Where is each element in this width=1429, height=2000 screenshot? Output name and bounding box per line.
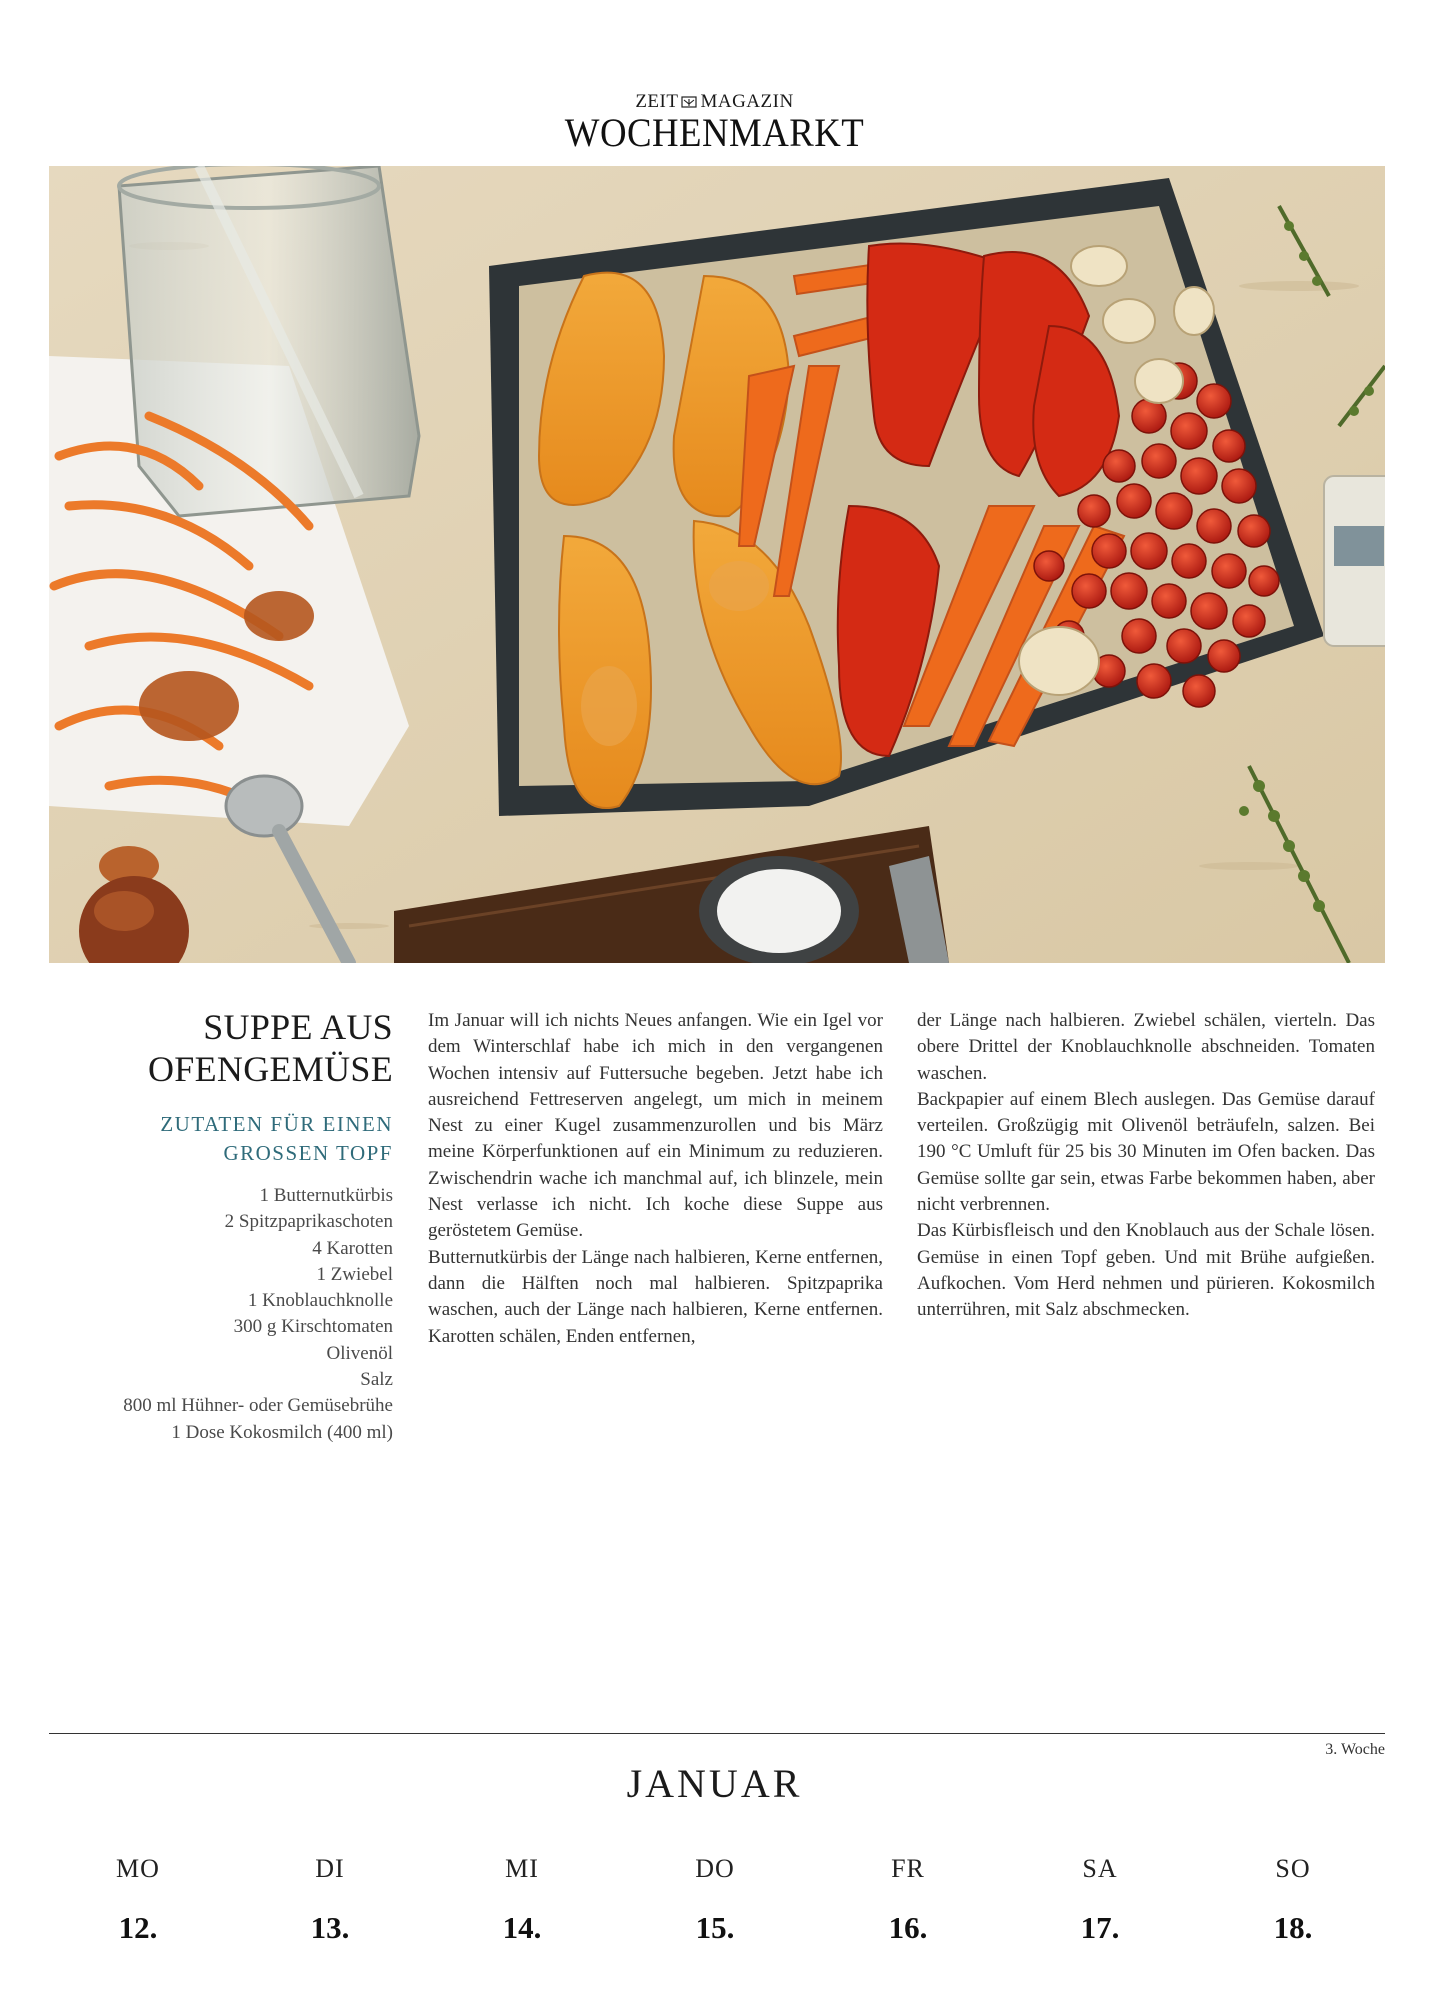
- ingredient-item: 1 Zwiebel: [316, 1263, 393, 1285]
- body-paragraph: Das Kürbisfleisch und den Knoblauch aus der Schale lösen. Gemüse in einen Topf geben. Und mit Brühe aufgießen. Aufkochen. Vom Herd nehmen und pürieren. Kokosmilch unterrühren, mit Salz abschmecken.: [917, 1220, 1375, 1321]
- ingredient-item: 1 Butternutkürbis: [259, 1185, 393, 1206]
- ingredient-item: Salz: [360, 1369, 393, 1391]
- day-date-so: 18.: [1273, 1910, 1313, 1945]
- eagle-crest-icon: [681, 93, 697, 105]
- brand-top-right: MAGAZIN: [700, 91, 794, 112]
- brand-main: WOCHENMARKT: [564, 110, 865, 155]
- recipe-subtitle: [13, 1110, 393, 1168]
- week-label: 3. Woche: [1325, 1741, 1385, 1758]
- recipe-title-line1: SUPPE AUS: [203, 1007, 393, 1047]
- day-name-di: DI: [315, 1854, 345, 1883]
- day-date-do: 15.: [695, 1910, 735, 1945]
- day-date-mo: 12.: [118, 1910, 158, 1945]
- body-column-1: [428, 1008, 883, 1350]
- brand-top-line: [0, 92, 1429, 112]
- ingredient-item: 800 ml Hühner- oder Gemüsebrühe: [123, 1395, 393, 1417]
- body-paragraph: Backpapier auf einem Blech auslegen. Das Gemüse darauf verteilen. Großzügig mit Olivenöl beträufeln, salzen. Bei 190 °C Umluft für 25 bis 30 Minuten im Ofen backen. Das Gemüse sollte gar sein, etwas Farbe bekommen haben, aber nicht verbrennen.: [917, 1088, 1375, 1216]
- ingredient-item: 300 g Kirschtomaten: [233, 1316, 393, 1338]
- day-date-di: 13.: [310, 1910, 350, 1945]
- day-name-so: SO: [1275, 1854, 1311, 1883]
- ingredient-item: 1 Dose Kokosmilch (400 ml): [171, 1421, 393, 1443]
- day-name-fr: FR: [891, 1854, 925, 1883]
- day-date-fr: 16.: [888, 1910, 928, 1945]
- day-name-mo: MO: [116, 1854, 160, 1883]
- day-date-sa: 17.: [1080, 1910, 1120, 1945]
- brand-top-left: ZEIT: [635, 91, 679, 112]
- roasted-vegetables-photo: [49, 166, 1385, 963]
- brand-logo: [0, 92, 1429, 154]
- day-name-sa: SA: [1082, 1854, 1118, 1883]
- ingredient-item: 2 Spitzpaprikaschoten: [224, 1211, 393, 1233]
- month-title: JANUAR: [626, 1761, 803, 1806]
- day-name-do: DO: [695, 1854, 735, 1883]
- body-paragraph: Butternutkürbis der Länge nach halbieren, Kerne entfernen, dann die Hälften noch mal halbieren. Spitzpaprika waschen, auch der Länge nach halbieren, Kerne entfernen. Karotten schälen, Enden entfernen,: [428, 1246, 883, 1347]
- body-paragraph: der Länge nach halbieren. Zwiebel schälen, vierteln. Das obere Drittel der Knoblauchknolle abschneiden. Tomaten waschen.: [917, 1010, 1375, 1084]
- body-column-2: [917, 1008, 1375, 1324]
- recipe-title-line2: OFENGEMÜSE: [147, 1049, 393, 1089]
- ingredient-item: 1 Knoblauchknolle: [247, 1290, 393, 1312]
- calendar-divider: [49, 1733, 1385, 1734]
- body-paragraph: Im Januar will ich nichts Neues anfangen. Wie ein Igel vor dem Winterschlaf habe ich mich in den vergangenen Wochen intensiv auf Futtersuche begeben. Jetzt habe ich ausreichend Fettreserven angelegt, um mich in meinem Nest zu einer Kugel zusammenzurollen und bis März meine Körperfunktionen auf ein Minimum zu reduzieren. Zwischendrin wache ich manchmal auf, ich blinzele, mein Nest verlasse ich nicht. Ich koche diese Suppe aus geröstetem Gemüse.: [428, 1010, 883, 1242]
- day-date-mi: 14.: [502, 1910, 542, 1945]
- recipe-subtitle-line1: ZUTATEN FÜR EINEN: [160, 1112, 393, 1136]
- recipe-title: [13, 1006, 393, 1090]
- day-name-mi: MI: [505, 1854, 539, 1883]
- ingredient-list: [13, 1183, 393, 1446]
- ingredient-item: 4 Karotten: [312, 1237, 393, 1259]
- ingredient-item: Olivenöl: [326, 1342, 393, 1364]
- recipe-subtitle-line2: GROSSEN TOPF: [223, 1141, 393, 1165]
